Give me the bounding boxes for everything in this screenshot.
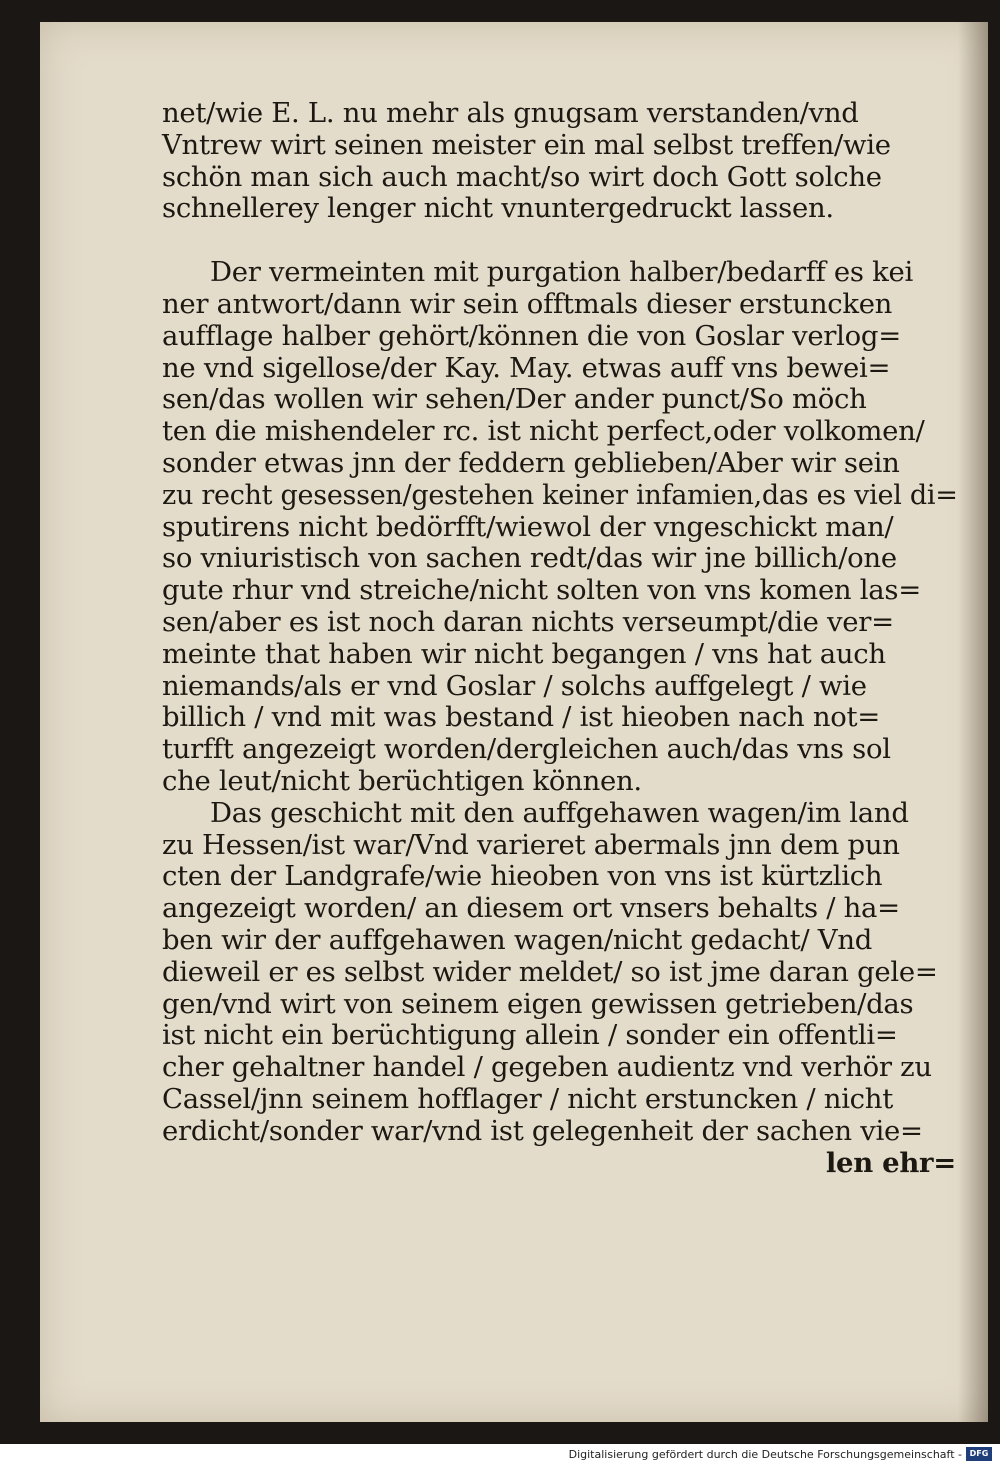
gutter-shadow	[958, 22, 988, 1422]
document-page	[40, 22, 988, 1422]
text-line: schnellerey lenger nicht vnuntergedruckt lassen.	[162, 192, 834, 225]
paragraph-3	[162, 798, 962, 1148]
text-line: schön man sich auch macht/so wirt doch Gott solche	[162, 160, 882, 193]
text-line: ben wir der auffgehawen wagen/nicht gedacht/ Vnd	[162, 923, 873, 956]
text-line: niemands/als er vnd Goslar / solchs auffgelegt / wie	[162, 669, 867, 702]
text-line: ten die mishendeler rc. ist nicht perfect,oder volkomen/	[162, 415, 925, 448]
text-line: ist nicht ein berüchtigung allein / sonder ein offentli=	[162, 1019, 898, 1052]
text-line: angezeigt worden/ an diesem ort vnsers behalts / ha=	[162, 892, 900, 925]
text-line: net/wie E. L. nu mehr als gnugsam verstanden/vnd	[162, 97, 859, 129]
text-line: ner antwort/dann wir sein offtmals dieser erstuncken	[162, 287, 893, 320]
paragraph-gap	[162, 225, 962, 257]
text-line: Vntrew wirt seinen meister ein mal selbst treffen/wie	[162, 128, 891, 161]
paragraph-1	[162, 98, 962, 225]
text-line: sonder etwas jnn der feddern geblieben/Aber wir sein	[162, 446, 900, 479]
text-line: so vniuristisch von sachen redt/das wir jne billich/one	[162, 542, 897, 575]
text-line: gen/vnd wirt von seinem eigen gewissen getrieben/das	[162, 987, 914, 1020]
text-line: Der vermeinten mit purgation halber/bedarff es kei	[210, 256, 913, 289]
text-line: ne vnd sigellose/der Kay. May. etwas auff vns bewei=	[162, 351, 891, 384]
funding-credit: Digitalisierung gefördert durch die Deutsche Forschungsgemeinschaft -	[568, 1448, 962, 1461]
text-line: dieweil er es selbst wider meldet/ so ist jme daran gele=	[162, 955, 938, 988]
text-line: cher gehaltner handel / gegeben audientz vnd verhör zu	[162, 1051, 932, 1084]
text-block	[162, 98, 962, 1179]
footer-bar	[0, 1444, 1000, 1465]
text-line: cten der Landgrafe/wie hieoben von vns ist kürtzlich	[162, 860, 883, 893]
paragraph-2	[162, 257, 962, 798]
text-line: billich / vnd mit was bestand / ist hieoben nach not=	[162, 701, 880, 734]
dfg-logo-icon: DFG	[966, 1447, 992, 1461]
text-line: Cassel/jnn seinem hofflager / nicht erstuncken / nicht	[162, 1082, 893, 1115]
text-line: sen/aber es ist noch daran nichts verseumpt/die ver=	[162, 605, 894, 638]
text-line: gute rhur vnd streiche/nicht solten von vns komen las=	[162, 574, 921, 607]
text-line: zu recht gesessen/gestehen keiner infamien,das es viel di=	[162, 479, 958, 511]
text-line: erdicht/sonder war/vnd ist gelegenheit der sachen vie=	[162, 1114, 923, 1147]
text-line: che leut/nicht berüchtigen können.	[162, 764, 642, 797]
text-line: meinte that haben wir nicht begangen / vns hat auch	[162, 637, 886, 670]
text-line: turfft angezeigt worden/dergleichen auch/das vns sol	[162, 733, 891, 766]
text-line: zu Hessen/ist war/Vnd varieret abermals jnn dem pun	[162, 828, 900, 861]
catchword: len ehr=	[825, 1146, 956, 1179]
text-line: sputirens nicht bedörfft/wiewol der vngeschickt man/	[162, 510, 894, 543]
text-line: Das geschicht mit den auffgehawen wagen/im land	[210, 796, 909, 829]
text-line: sen/das wollen wir sehen/Der ander punct/So möch	[162, 383, 867, 416]
text-line: aufflage halber gehört/können die von Goslar verlog=	[162, 319, 901, 352]
